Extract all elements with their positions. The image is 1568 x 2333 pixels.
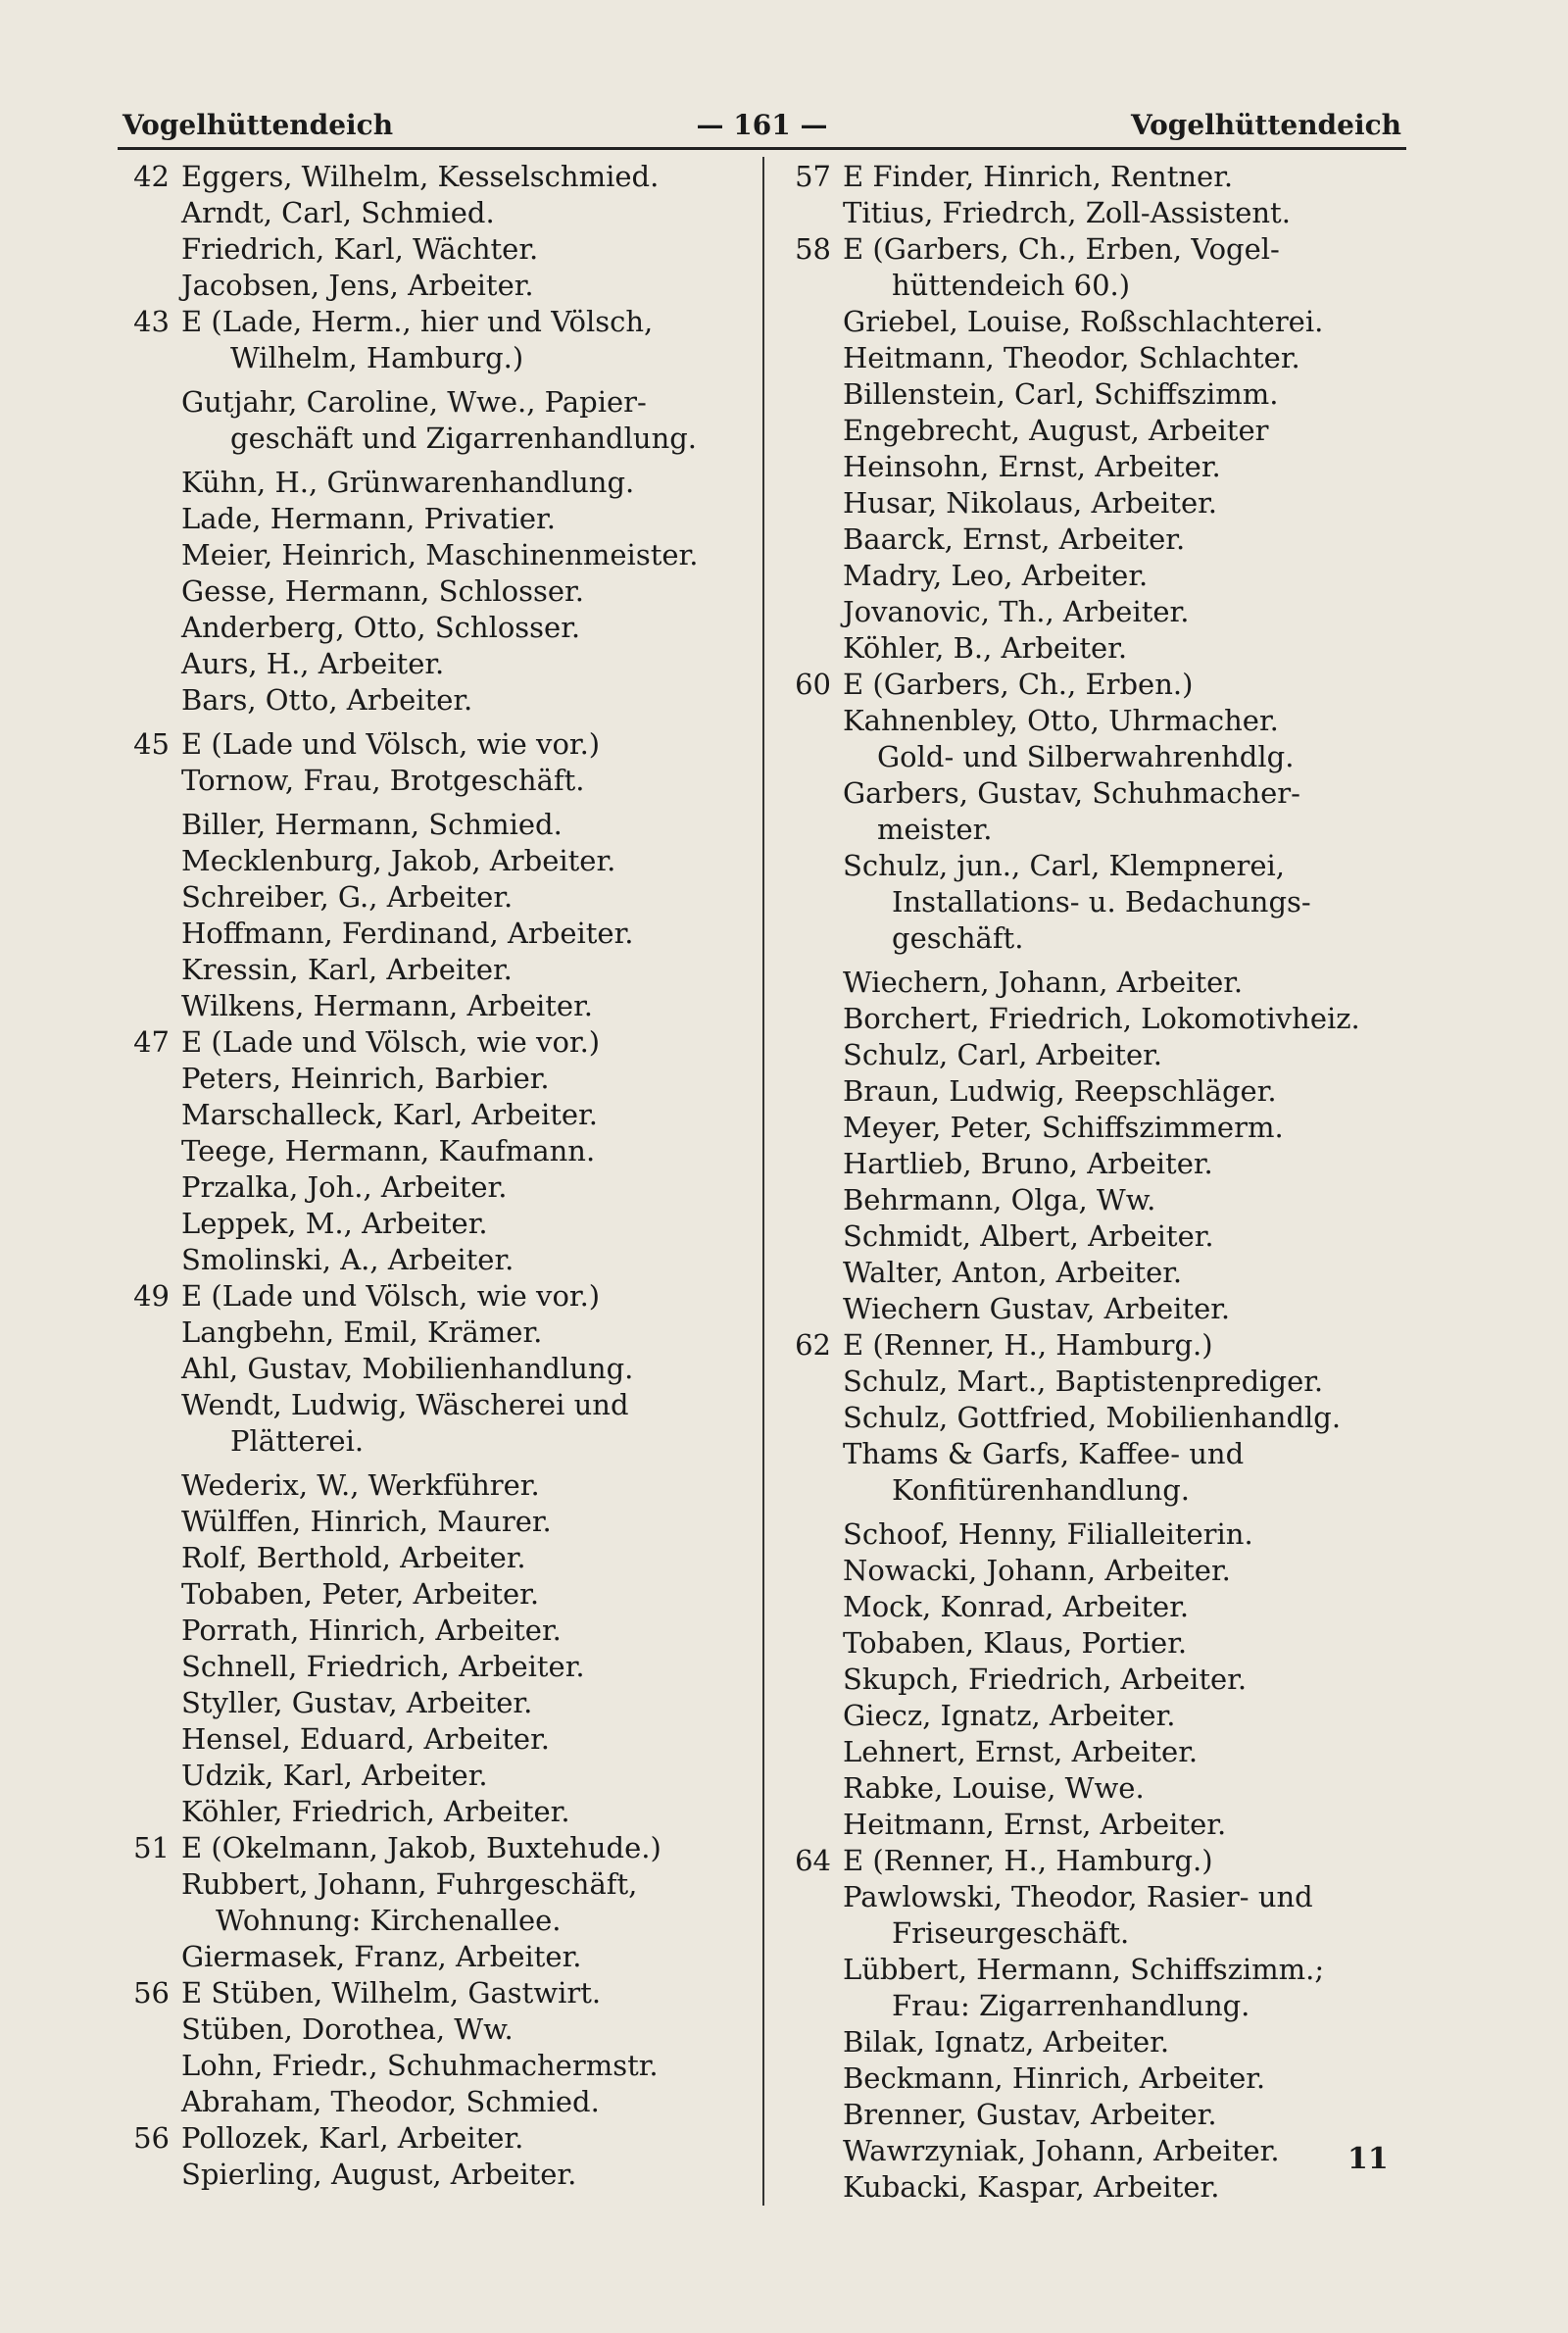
resident-text: Styller, Gustav, Arbeiter. (181, 1686, 533, 1719)
directory-line (122, 195, 750, 231)
directory-line (122, 1794, 750, 1830)
header-rule (118, 147, 1406, 150)
resident-text: Heinsohn, Ernst, Arbeiter. (843, 450, 1221, 483)
directory-line (122, 1685, 750, 1721)
resident-text: Behrmann, Olga, Ww. (843, 1183, 1156, 1216)
directory-line (122, 421, 750, 457)
directory-line (784, 1291, 1411, 1327)
directory-line (784, 521, 1411, 558)
resident-text: E (Renner, H., Hamburg.) (843, 1328, 1213, 1362)
resident-text: Jacobsen, Jens, Arbeiter. (181, 269, 534, 302)
house-number: 64 (795, 1844, 831, 1877)
resident-text: Schulz, Mart., Baptistenprediger. (843, 1365, 1324, 1398)
directory-line (122, 988, 750, 1024)
resident-text: hüttendeich 60.) (892, 269, 1131, 302)
resident-text: Plätterei. (230, 1424, 365, 1458)
directory-line (784, 1879, 1411, 1915)
directory-line (784, 1625, 1411, 1662)
resident-text: Giecz, Ignatz, Arbeiter. (843, 1699, 1176, 1732)
resident-text: Kressin, Karl, Arbeiter. (181, 953, 513, 986)
resident-text: Schulz, Gottfried, Mobilienhandlg. (843, 1401, 1342, 1434)
resident-text: Jovanovic, Th., Arbeiter. (843, 595, 1190, 628)
resident-text: E (Lade und Völsch, wie vor.) (181, 727, 601, 761)
directory-line (122, 879, 750, 916)
resident-text: Rubbert, Johann, Fuhrgeschäft, (181, 1867, 638, 1901)
directory-line (122, 1024, 750, 1061)
resident-text: Wohnung: Kirchenallee. (216, 1904, 562, 1937)
resident-text: Eggers, Wilhelm, Kesselschmied. (181, 160, 660, 193)
column-divider (762, 157, 764, 2206)
directory-line (122, 1939, 750, 1975)
directory-line (122, 573, 750, 610)
resident-text: Tobaben, Klaus, Portier. (843, 1626, 1188, 1660)
directory-line (122, 465, 750, 501)
directory-line (784, 1915, 1411, 1952)
resident-text: Madry, Leo, Arbeiter. (843, 559, 1149, 592)
directory-line (784, 1988, 1411, 2024)
header-page-number: — 161 — (696, 109, 828, 141)
directory-line (784, 1436, 1411, 1472)
resident-text: Rolf, Berthold, Arbeiter. (181, 1541, 526, 1574)
resident-text: Arndt, Carl, Schmied. (181, 196, 495, 229)
resident-text: Wendt, Ludwig, Wäscherei und (181, 1388, 629, 1421)
left-column (122, 159, 750, 2193)
resident-text: Marschalleck, Karl, Arbeiter. (181, 1098, 598, 1131)
resident-text: Biller, Hermann, Schmied. (181, 808, 563, 841)
directory-line (122, 384, 750, 421)
resident-text: Schreiber, G., Arbeiter. (181, 880, 514, 914)
directory-line (122, 1206, 750, 1242)
resident-text: E (Lade und Völsch, wie vor.) (181, 1025, 601, 1059)
resident-text: E (Garbers, Ch., Erben.) (843, 668, 1194, 701)
directory-line (122, 1278, 750, 1315)
resident-text: Langbehn, Emil, Krämer. (181, 1315, 543, 1349)
directory-line (784, 1146, 1411, 1182)
directory-line (784, 739, 1411, 775)
directory-line (122, 763, 750, 799)
resident-text: Udzik, Karl, Arbeiter. (181, 1759, 488, 1792)
resident-text: Bars, Otto, Arbeiter. (181, 683, 473, 717)
directory-line (784, 1472, 1411, 1509)
directory-line (122, 646, 750, 682)
resident-text: Schoof, Henny, Filialleiterin. (843, 1517, 1253, 1551)
directory-line (784, 1843, 1411, 1879)
directory-line (784, 159, 1411, 195)
directory-line (784, 231, 1411, 268)
resident-text: Wülffen, Hinrich, Maurer. (181, 1505, 552, 1538)
resident-text: Heitmann, Ernst, Arbeiter. (843, 1808, 1227, 1841)
resident-text: geschäft und Zigarrenhandlung. (230, 422, 698, 455)
resident-text: Porrath, Hinrich, Arbeiter. (181, 1613, 562, 1647)
directory-line (122, 1387, 750, 1423)
header-left-street: Vogelhüttendeich (122, 109, 394, 141)
directory-line (784, 413, 1411, 449)
directory-line (122, 1169, 750, 1206)
resident-text: Hoffmann, Ferdinand, Arbeiter. (181, 917, 634, 950)
house-number: 60 (795, 668, 831, 701)
directory-line (122, 1061, 750, 1097)
directory-line (784, 1698, 1411, 1734)
house-number: 42 (133, 160, 170, 193)
resident-text: Baarck, Ernst, Arbeiter. (843, 522, 1186, 556)
resident-text: Walter, Anton, Arbeiter. (843, 1256, 1183, 1289)
directory-line (784, 703, 1411, 739)
resident-text: Wilkens, Hermann, Arbeiter. (181, 989, 593, 1022)
directory-line (784, 1327, 1411, 1364)
resident-text: E (Lade, Herm., hier und Völsch, (181, 305, 654, 338)
directory-line (784, 1182, 1411, 1218)
resident-text: Gesse, Hermann, Schlosser. (181, 574, 584, 608)
directory-line (122, 1315, 750, 1351)
house-number: 62 (795, 1328, 831, 1362)
directory-line (122, 1133, 750, 1169)
directory-line (122, 231, 750, 268)
directory-line (784, 1001, 1411, 1037)
directory-line (784, 340, 1411, 376)
resident-text: Stüben, Dorothea, Ww. (181, 2012, 514, 2046)
directory-line (122, 1242, 750, 1278)
resident-text: Schulz, Carl, Arbeiter. (843, 1038, 1163, 1071)
resident-text: Griebel, Louise, Roßschlachterei. (843, 305, 1324, 338)
house-number: 47 (133, 1025, 170, 1059)
resident-text: Tornow, Frau, Brotgeschäft. (181, 764, 585, 797)
resident-text: Wawrzyniak, Johann, Arbeiter. (843, 2134, 1280, 2167)
resident-text: Gutjahr, Caroline, Wwe., Papier- (181, 385, 647, 419)
resident-text: Tobaben, Peter, Arbeiter. (181, 1577, 540, 1611)
directory-line (784, 1589, 1411, 1625)
resident-text: Wilhelm, Hamburg.) (230, 341, 524, 374)
directory-line (122, 682, 750, 719)
resident-text: Husar, Nikolaus, Arbeiter. (843, 486, 1218, 520)
directory-line (784, 884, 1411, 920)
right-column (784, 159, 1411, 2206)
resident-text: Garbers, Gustav, Schuhmacher- (843, 776, 1300, 810)
house-number: 57 (795, 160, 831, 193)
resident-text: Lübbert, Hermann, Schiffszimm.; (843, 1953, 1325, 1986)
resident-text: Heitmann, Theodor, Schlachter. (843, 341, 1300, 374)
directory-line (122, 1866, 750, 1903)
resident-text: Billenstein, Carl, Schiffszimm. (843, 377, 1279, 411)
directory-line (784, 485, 1411, 521)
directory-line (122, 340, 750, 376)
house-number: 56 (133, 1976, 170, 2010)
resident-text: Engebrecht, August, Arbeiter (843, 414, 1269, 447)
directory-line (784, 304, 1411, 340)
directory-line (122, 1351, 750, 1387)
resident-text: Ahl, Gustav, Mobilienhandlung. (181, 1352, 634, 1385)
resident-text: Frau: Zigarrenhandlung. (892, 1989, 1250, 2022)
resident-text: Gold- und Silberwahrenhdlg. (877, 740, 1295, 773)
resident-text: Beckmann, Hinrich, Arbeiter. (843, 2061, 1266, 2095)
directory-line (122, 2084, 750, 2120)
directory-line (122, 1903, 750, 1939)
resident-text: E Finder, Hinrich, Rentner. (843, 160, 1234, 193)
resident-text: Wiechern Gustav, Arbeiter. (843, 1292, 1231, 1325)
resident-text: Przalka, Joh., Arbeiter. (181, 1170, 508, 1204)
resident-text: Brenner, Gustav, Arbeiter. (843, 2098, 1217, 2131)
resident-text: Borchert, Friedrich, Lokomotivheiz. (843, 1002, 1360, 1035)
directory-line (122, 1975, 750, 2011)
directory-line (784, 965, 1411, 1001)
resident-text: Friedrich, Karl, Wächter. (181, 232, 539, 266)
resident-text: E (Okelmann, Jakob, Buxtehude.) (181, 1831, 662, 1864)
resident-text: Konfitürenhandlung. (892, 1473, 1191, 1507)
directory-line (784, 920, 1411, 957)
directory-line (122, 2120, 750, 2157)
resident-text: Schmidt, Albert, Arbeiter. (843, 1219, 1214, 1253)
resident-text: Meier, Heinrich, Maschinenmeister. (181, 538, 699, 571)
directory-line (784, 449, 1411, 485)
directory-line (784, 1770, 1411, 1807)
resident-text: Schnell, Friedrich, Arbeiter. (181, 1650, 585, 1683)
directory-line (122, 159, 750, 195)
directory-line (784, 1037, 1411, 1073)
resident-text: E Stüben, Wilhelm, Gastwirt. (181, 1976, 602, 2010)
resident-text: E (Garbers, Ch., Erben, Vogel- (843, 232, 1280, 266)
directory-line (784, 268, 1411, 304)
directory-line (122, 1540, 750, 1576)
resident-text: Lade, Hermann, Privatier. (181, 502, 556, 535)
directory-line (122, 501, 750, 537)
house-number: 45 (133, 727, 170, 761)
resident-text: Lehnert, Ernst, Arbeiter. (843, 1735, 1199, 1768)
directory-line (784, 2024, 1411, 2060)
house-number: 49 (133, 1279, 170, 1313)
directory-line (784, 195, 1411, 231)
directory-line (784, 1807, 1411, 1843)
directory-line (784, 1218, 1411, 1255)
directory-line (784, 1364, 1411, 1400)
directory-line (122, 1613, 750, 1649)
house-number: 58 (795, 232, 831, 266)
directory-line (122, 268, 750, 304)
directory-line (122, 1467, 750, 1504)
resident-text: Installations- u. Bedachungs- (892, 885, 1311, 918)
directory-line (784, 812, 1411, 848)
resident-text: E (Lade und Völsch, wie vor.) (181, 1279, 601, 1313)
directory-line (122, 2011, 750, 2048)
directory-line (784, 2060, 1411, 2097)
resident-text: Peters, Heinrich, Barbier. (181, 1062, 550, 1095)
resident-text: Abraham, Theodor, Schmied. (181, 2085, 600, 2118)
resident-text: Wederix, W., Werkführer. (181, 1468, 540, 1502)
resident-text: Nowacki, Johann, Arbeiter. (843, 1554, 1231, 1587)
directory-line (122, 1649, 750, 1685)
resident-text: Hartlieb, Bruno, Arbeiter. (843, 1147, 1213, 1180)
directory-line (122, 952, 750, 988)
resident-text: Köhler, B., Arbeiter. (843, 631, 1128, 665)
resident-text: geschäft. (892, 921, 1024, 955)
resident-text: Spierling, August, Arbeiter. (181, 2158, 577, 2191)
directory-line (784, 1516, 1411, 1553)
directory-line (122, 726, 750, 763)
directory-line (784, 775, 1411, 812)
directory-line (784, 1400, 1411, 1436)
directory-line (784, 558, 1411, 594)
directory-line (784, 848, 1411, 884)
directory-line (784, 1952, 1411, 1988)
resident-text: Schulz, jun., Carl, Klempnerei, (843, 849, 1286, 882)
directory-line (122, 843, 750, 879)
resident-text: Meyer, Peter, Schiffszimmerm. (843, 1111, 1284, 1144)
resident-text: meister. (877, 813, 993, 846)
directory-line (122, 1576, 750, 1613)
directory-line (122, 610, 750, 646)
resident-text: Teege, Hermann, Kaufmann. (181, 1134, 596, 1167)
resident-text: Rabke, Louise, Wwe. (843, 1771, 1145, 1805)
resident-text: Thams & Garfs, Kaffee- und (843, 1437, 1245, 1470)
resident-text: Braun, Ludwig, Reepschläger. (843, 1074, 1277, 1108)
directory-line (122, 1721, 750, 1758)
resident-text: Lohn, Friedr., Schuhmachermstr. (181, 2049, 659, 2082)
directory-line (784, 376, 1411, 413)
directory-line (122, 1830, 750, 1866)
resident-text: Kahnenbley, Otto, Uhrmacher. (843, 704, 1279, 737)
directory-line (784, 1734, 1411, 1770)
directory-line (122, 916, 750, 952)
page-header (122, 103, 1401, 147)
directory-line (784, 1553, 1411, 1589)
resident-text: Friseurgeschäft. (892, 1916, 1130, 1950)
resident-text: Köhler, Friedrich, Arbeiter. (181, 1795, 570, 1828)
resident-text: Skupch, Friedrich, Arbeiter. (843, 1663, 1248, 1696)
resident-text: Mock, Konrad, Arbeiter. (843, 1590, 1190, 1623)
resident-text: Anderberg, Otto, Schlosser. (181, 611, 581, 644)
directory-line (122, 807, 750, 843)
resident-text: Mecklenburg, Jakob, Arbeiter. (181, 844, 616, 877)
house-number: 51 (133, 1831, 170, 1864)
resident-text: Aurs, H., Arbeiter. (181, 647, 445, 680)
resident-text: Giermasek, Franz, Arbeiter. (181, 1940, 582, 1973)
resident-text: Titius, Friedrch, Zoll-Assistent. (843, 196, 1291, 229)
directory-line (784, 667, 1411, 703)
house-number: 56 (133, 2121, 170, 2155)
resident-text: Kühn, H., Grünwarenhandlung. (181, 466, 635, 499)
directory-line (122, 1758, 750, 1794)
house-number: 43 (133, 305, 170, 338)
directory-line (784, 2169, 1411, 2206)
directory-line (784, 1255, 1411, 1291)
directory-line (122, 2048, 750, 2084)
resident-text: Leppek, M., Arbeiter. (181, 1207, 488, 1240)
directory-line (784, 2133, 1411, 2169)
resident-text: Pawlowski, Theodor, Rasier- und (843, 1880, 1313, 1913)
directory-line (784, 594, 1411, 630)
resident-text: Wiechern, Johann, Arbeiter. (843, 966, 1244, 999)
directory-line (122, 2157, 750, 2193)
resident-text: Kubacki, Kaspar, Arbeiter. (843, 2170, 1220, 2204)
resident-text: Bilak, Ignatz, Arbeiter. (843, 2025, 1170, 2059)
resident-text: Smolinski, A., Arbeiter. (181, 1243, 514, 1276)
directory-line (784, 630, 1411, 667)
header-right-street: Vogelhüttendeich (1130, 109, 1401, 141)
directory-line (784, 2097, 1411, 2133)
directory-line (122, 1097, 750, 1133)
directory-line (122, 304, 750, 340)
directory-line (784, 1073, 1411, 1110)
directory-line (122, 1504, 750, 1540)
directory-line (122, 1423, 750, 1460)
resident-text: Pollozek, Karl, Arbeiter. (181, 2121, 524, 2155)
resident-text: Hensel, Eduard, Arbeiter. (181, 1722, 550, 1756)
footer-signature: 11 (1348, 2142, 1389, 2176)
directory-line (784, 1110, 1411, 1146)
directory-line (784, 1662, 1411, 1698)
resident-text: E (Renner, H., Hamburg.) (843, 1844, 1213, 1877)
directory-line (122, 537, 750, 573)
